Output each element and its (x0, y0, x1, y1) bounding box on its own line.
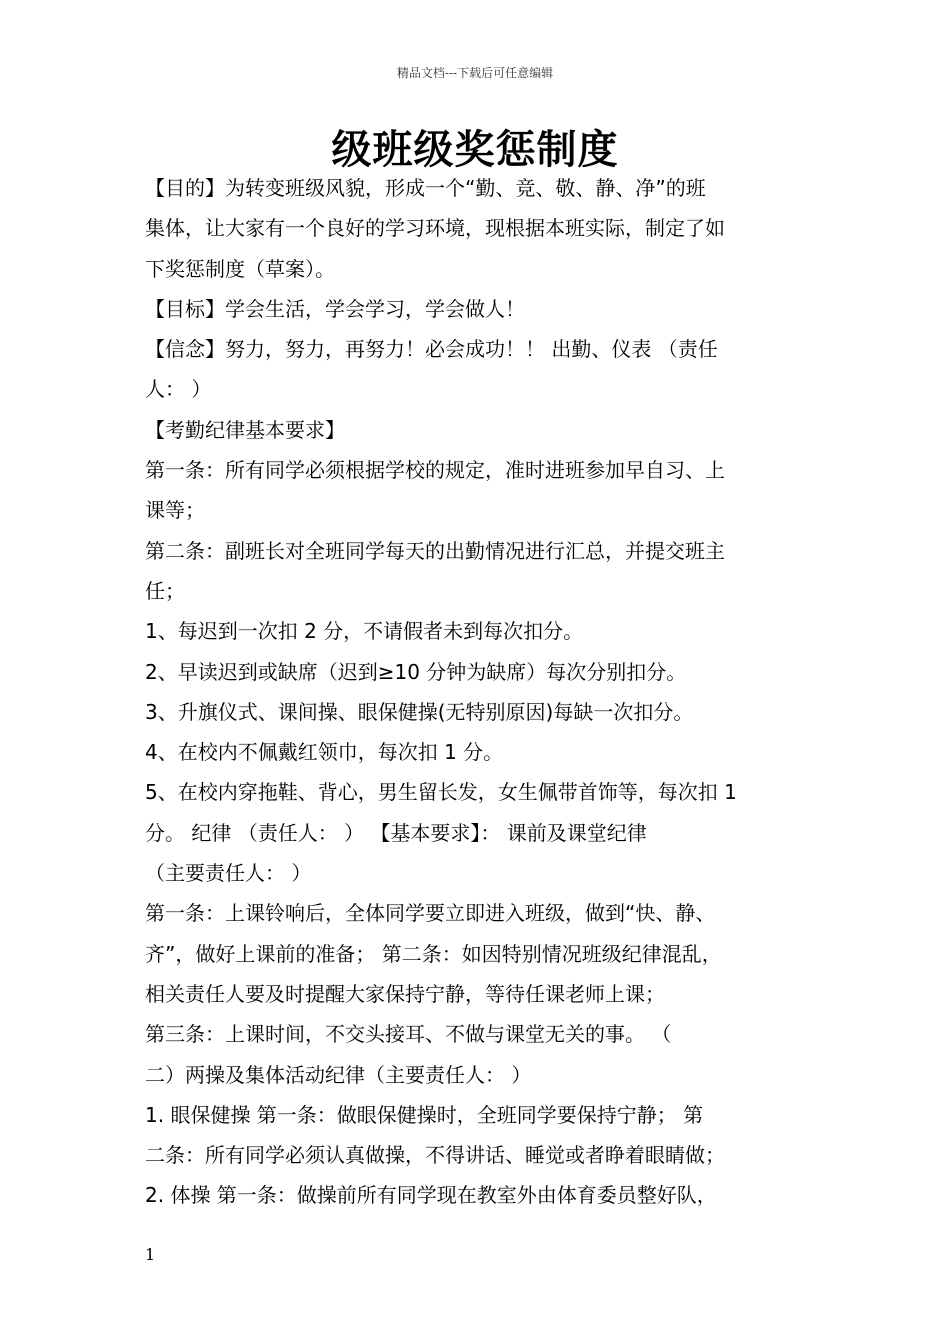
body-line: 人： ） (145, 377, 212, 402)
body-line: 第二条：副班长对全班同学每天的出勤情况进行汇总，并提交班主 (145, 538, 725, 563)
body-line: 分。 纪律 （责任人： ） 【基本要求】： 课前及课堂纪律 (145, 820, 647, 845)
body-line: 【信念】努力，努力，再努力！必会成功！！ 出勤、仪表 （责任 (145, 337, 718, 362)
document-body (145, 168, 805, 1216)
body-line: 第一条：上课铃响后，全体同学要立即进入班级，做到“快、静、 (145, 901, 716, 926)
page-number: 1 (145, 1245, 156, 1264)
body-line: 1、每迟到一次扣 2 分，不请假者未到每次扣分。 (145, 619, 584, 644)
body-line: 课等； (145, 498, 205, 523)
body-line: 齐”，做好上课前的准备； 第二条：如因特别情况班级纪律混乱， (145, 941, 722, 966)
body-line: （主要责任人： ） (145, 861, 312, 886)
body-line: 4、在校内不佩戴红领巾，每次扣 1 分。 (145, 740, 504, 765)
body-line: 2. 体操 第一条：做操前所有同学现在教室外由体育委员整好队， (145, 1183, 717, 1208)
body-line: 5、在校内穿拖鞋、背心，男生留长发，女生佩带首饰等，每次扣 1 (145, 780, 737, 805)
body-line: 【目标】学会生活，学会学习，学会做人！ (145, 296, 525, 321)
body-line: 3、升旗仪式、课间操、眼保健操(无特别原因)每缺一次扣分。 (145, 699, 694, 724)
body-line: 2、早读迟到或缺席（迟到≥10 分钟为缺席）每次分别扣分。 (145, 659, 687, 684)
body-line: 第一条：所有同学必须根据学校的规定，准时进班参加早自习、上 (145, 458, 725, 483)
body-line: 二条：所有同学必须认真做操，不得讲话、睡觉或者睁着眼睛做； (145, 1143, 725, 1168)
body-line: 【目的】为转变班级风貌，形成一个“勤、竞、敬、静、净”的班 (145, 176, 706, 200)
body-line: 集体，让大家有一个良好的学习环境，现根据本班实际，制定了如 (145, 216, 725, 241)
body-line: 【考勤纪律基本要求】 (145, 417, 345, 442)
document-title: 级班级奖惩制度 (331, 126, 619, 173)
document-header-note: 精品文档---下载后可任意编辑 (396, 66, 554, 80)
body-line: 二）两操及集体活动纪律（主要责任人： ） (145, 1062, 532, 1087)
body-line: 1. 眼保健操 第一条：做眼保健操时，全班同学要保持宁静； 第 (145, 1102, 704, 1127)
body-line: 相关责任人要及时提醒大家保持宁静，等待任课老师上课； (145, 981, 665, 1006)
body-line: 第三条：上课时间，不交头接耳、不做与课堂无关的事。 （ (145, 1022, 672, 1047)
body-line: 任； (145, 578, 185, 603)
body-line: 下奖惩制度（草案）。 (145, 256, 335, 281)
